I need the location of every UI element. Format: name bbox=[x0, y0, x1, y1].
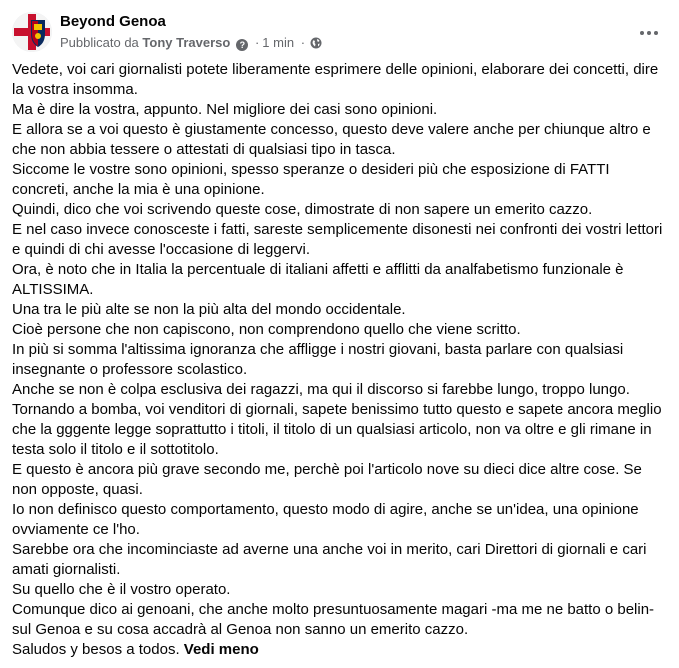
published-by-label: Pubblicato da bbox=[60, 35, 139, 50]
post-line: Siccome le vostre sono opinioni, spesso speranze o desideri più che esposizione di FATTI concreti, anche la mia è una opinione. bbox=[12, 161, 610, 198]
post-line: Quindi, dico che voi scrivendo queste cose, dimostrate di non sapere un emerito cazzo. bbox=[12, 201, 593, 218]
globe-icon[interactable] bbox=[310, 37, 322, 49]
post-meta bbox=[60, 34, 322, 52]
post-line: Ma è dire la vostra, appunto. Nel migliore dei casi sono opinioni. bbox=[12, 101, 438, 118]
question-mark-icon[interactable]: ? bbox=[236, 39, 248, 51]
post-line: Comunque dico ai genoani, che anche molto presuntuosamente magari -ma me ne batto o belin- sul Genoa e su cosa accadrà al Genoa non sanno un emerito cazzo. bbox=[12, 601, 655, 638]
see-less-link[interactable]: Vedi meno bbox=[183, 641, 259, 658]
post-line: Vedete, voi cari giornalisti potete liberamente esprimere delle opinioni, elaborare dei concetti, dire la vostra insomma. bbox=[12, 61, 659, 98]
post-line: Una tra le più alte se non la più alta del mondo occidentale. bbox=[12, 301, 406, 318]
post-line: E allora se a voi questo è giustamente concesso, questo deve valere anche per chiunque altro e che non abbia tessere o attestati di qualsiasi tipo in tasca. bbox=[12, 121, 651, 158]
post-line: Io non definisco questo comportamento, questo modo di agire, anche se un'idea, una opinione ovviamente ce l'ho. bbox=[12, 501, 639, 538]
post-line: Tornando a bomba, voi venditori di giornali, sapete benissimo tutto questo e sapete ancora meglio che la gggente legge soprattutto i titoli, il titolo di un qualsiasi articolo, non va oltre e gli rimane in testa solo il titolo e il sottotitolo. bbox=[12, 401, 662, 458]
post-header bbox=[12, 10, 667, 54]
author-name[interactable]: Tony Traverso bbox=[142, 35, 231, 50]
post-line: Cioè persone che non capiscono, non comprendono quello che viene scritto. bbox=[12, 321, 521, 338]
post-body bbox=[12, 60, 667, 660]
separator-dot: · bbox=[300, 35, 306, 50]
post-line: E questo è ancora più grave secondo me, perchè poi l'articolo nove su dieci dice altre cose. Se non opposte, quasi. bbox=[12, 461, 642, 498]
post-time[interactable]: 1 min bbox=[262, 35, 295, 50]
separator-dot: · bbox=[254, 35, 260, 50]
page-avatar[interactable] bbox=[12, 12, 52, 52]
post-line: In più si somma l'altissima ignoranza che affligge i nostri giovani, basta parlare con qualsiasi insegnante o professore scolastico. bbox=[12, 341, 624, 378]
more-horizontal-icon bbox=[640, 31, 658, 35]
post-last-line bbox=[12, 640, 667, 660]
post-line: Saludos y besos a todos. bbox=[12, 641, 180, 658]
page-name[interactable]: Beyond Genoa bbox=[60, 13, 166, 30]
genoa-crest-icon bbox=[12, 12, 52, 52]
post-line: Anche se non è colpa esclusiva dei ragazzi, ma qui il discorso si farebbe lungo, troppo lungo. bbox=[12, 381, 630, 398]
post-line: Su quello che è il vostro operato. bbox=[12, 581, 231, 598]
more-options-button[interactable] bbox=[633, 16, 665, 48]
post-line: Sarebbe ora che incominciaste ad averne una anche voi in merito, cari Direttori di giornali e cari amati giornalisti. bbox=[12, 541, 647, 578]
post-line: Ora, è noto che in Italia la percentuale di italiani affetti e afflitti da analfabetismo funzionale è ALTISSIMA. bbox=[12, 261, 624, 298]
post-line: E nel caso invece conosceste i fatti, sareste semplicemente disonesti nei confronti dei vostri lettori e quindi di chi avesse l'occasione di leggervi. bbox=[12, 221, 663, 258]
